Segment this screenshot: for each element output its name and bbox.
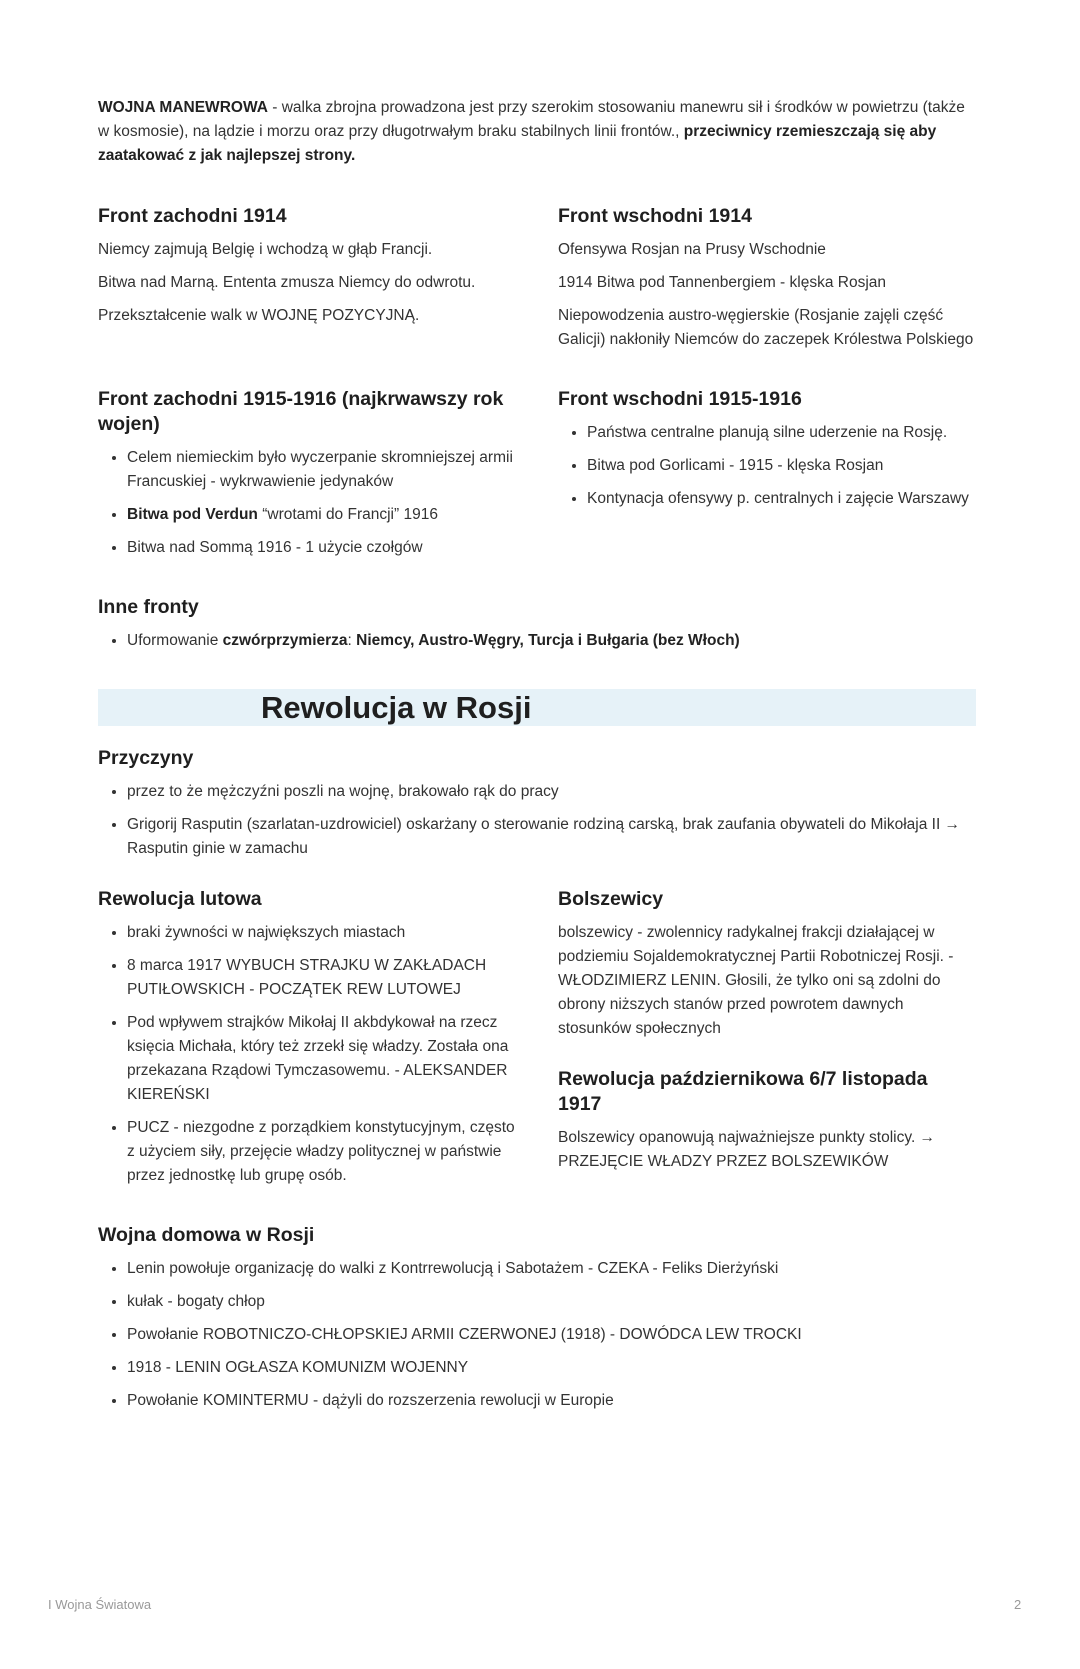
- bullet-list: [98, 1257, 976, 1413]
- inne-prefix: Uformowanie: [127, 632, 223, 649]
- footer-page-number: 2: [1014, 1597, 1022, 1612]
- section-heading: Front wschodni 1915-1916: [558, 388, 802, 410]
- list-item: • Powołanie KOMINTERMU - dążyli do rozszerzenia rewolucji w Europie: [127, 1389, 976, 1413]
- intro-term: WOJNA MANEWROWA: [98, 99, 268, 116]
- intro-text: - walka zbrojna prowadzona jest przy szerokim stosowaniu manewru sił i środków w powietrzu (także w kosmosie), na lądzie i morzu oraz przy długotrwałym braku stabilnych linii frontów.,: [98, 99, 965, 140]
- list-item: • braki żywności w największych miastach: [127, 921, 516, 945]
- list-item: [127, 503, 516, 527]
- section-heading: Front zachodni 1915-1916 (najkrwawszy rok wojen): [98, 388, 504, 435]
- section-heading: Bolszewicy: [558, 888, 664, 910]
- rewolucja-banner: [98, 689, 976, 726]
- front-zachodni-1915-section: [98, 387, 516, 569]
- footer-doc-title: I Wojna Światowa: [48, 1597, 152, 1612]
- list-item: • Kontynacja ofensywy p. centralnych i zajęcie Warszawy: [587, 487, 976, 511]
- paragraph: Ofensywa Rosjan na Prusy Wschodnie: [558, 241, 826, 258]
- list-item: • kułak - bogaty chłop: [127, 1290, 976, 1314]
- bullet-list: [98, 446, 516, 560]
- list-item: • 1918 - LENIN OGŁASZA KOMUNIZM WOJENNY: [127, 1356, 976, 1380]
- section-heading: Inne fronty: [98, 596, 199, 618]
- paragraph: 1914 Bitwa pod Tannenbergiem - klęska Rosjan: [558, 274, 886, 291]
- rewolucja-row: [98, 887, 976, 1197]
- section-heading: Rewolucja październikowa 6/7 listopada 1917: [558, 1068, 928, 1115]
- rewolucja-lutowa-section: [98, 887, 516, 1197]
- section-heading: Front wschodni 1914: [558, 205, 752, 227]
- paragraph: Niepowodzenia austro-węgierskie (Rosjanie zajęli część Galicji) nakłoniły Niemców do zaczepek Królestwa Polskiego: [558, 307, 974, 348]
- paragraph: Przekształcenie walk w WOJNĘ POZYCYJNĄ.: [98, 307, 420, 324]
- intro-bold-end: przeciwnicy rzemieszczają się aby zaatakować z jak najlepszej strony.: [98, 123, 937, 164]
- section-heading: Przyczyny: [98, 747, 194, 769]
- section-heading: Wojna domowa w Rosji: [98, 1224, 315, 1246]
- bullet-list: [98, 780, 976, 861]
- paragraph: Niemcy zajmują Belgię i wchodzą w głąb Francji.: [98, 241, 433, 258]
- inne-bold-1: czwórprzymierza: [222, 632, 348, 649]
- list-item: • PUCZ - niezgodne z porządkiem konstytucyjnym, często z użyciem siły, przejęcie władzy politycznej w państwie przez jednostkę lub grupę osób.: [127, 1116, 516, 1188]
- list-item: • Pod wpływem strajków Mikołaj II akbdykował na rzecz księcia Michała, który też zrzekł się władzy. Została ona przekazana Rządowi Tymczasowemu. - ALEKSANDER KIEREŃSKI: [127, 1011, 516, 1107]
- front-1915-row: [98, 387, 976, 569]
- list-item: • Lenin powołuje organizację do walki z Kontrrewolucją i Sabotażem - CZEKA - Feliks Dierżyński: [127, 1257, 976, 1281]
- wojna-domowa-section: [98, 1223, 976, 1413]
- inne-colon: :: [347, 632, 357, 649]
- paragraph: Bitwa nad Marną. Ententa zmusza Niemcy do odwrotu.: [98, 274, 476, 291]
- list-item: [127, 629, 976, 653]
- front-wschodni-1915-section: [558, 387, 976, 569]
- przyczyny-section: [98, 746, 976, 861]
- list-item: • 8 marca 1917 WYBUCH STRAJKU W ZAKŁADACH PUTIŁOWSKICH - POCZĄTEK REW LUTOWEJ: [127, 954, 516, 1002]
- paragraph: bolszewicy - zwolennicy radykalnej frakcji działającej w podziemiu Sojaldemokratycznej Partii Robotniczej Rosji. - WŁODZIMIERZ LENIN. Głosili, że tylko oni są zdolni do obrony niższych stanów przed powrotem dawnych stosunków społecznych: [558, 924, 954, 1037]
- section-heading: Front zachodni 1914: [98, 205, 287, 227]
- list-item: • przez to że mężczyźni poszli na wojnę, brakowało rąk do pracy: [127, 780, 976, 804]
- bolszewicy-column: [558, 887, 976, 1197]
- intro-paragraph: [98, 96, 976, 168]
- bullet-list: [98, 921, 516, 1188]
- front-zachodni-1914-section: [98, 204, 516, 361]
- paragraph: Bolszewicy opanowują najważniejsze punkty stolicy. → PRZEJĘCIE WŁADZY PRZEZ BOLSZEWIKÓW: [558, 1129, 936, 1170]
- list-item: • Celem niemieckim było wyczerpanie skromniejszej armii Francuskiej - wykrwawienie jedynaków: [127, 446, 516, 494]
- bullet-list: [558, 421, 976, 511]
- front-wschodni-1914-section: [558, 204, 976, 361]
- list-item: • Bitwa nad Sommą 1916 - 1 użycie czołgów: [127, 536, 516, 560]
- list-item: • Grigorij Rasputin (szarlatan-uzdrowiciel) oskarżany o sterowanie rodziną carską, brak zaufania obywateli do Mikołaja II → Rasputin ginie w zamachu: [127, 813, 976, 861]
- document-page: [98, 96, 976, 1422]
- verdun-rest: “wrotami do Francji” 1916: [257, 506, 438, 523]
- verdun-bold: Bitwa pod Verdun: [127, 506, 258, 523]
- list-item: • Państwa centralne planują silne uderzenie na Rosję.: [587, 421, 976, 445]
- list-item: • Powołanie ROBOTNICZO-CHŁOPSKIEJ ARMII CZERWONEJ (1918) - DOWÓDCA LEW TROCKI: [127, 1323, 976, 1347]
- banner-title: Rewolucja w Rosji: [261, 690, 532, 725]
- bullet-list: [98, 629, 976, 653]
- inne-bold-2: Niemcy, Austro-Węgry, Turcja i Bułgaria (bez Włoch): [356, 632, 740, 649]
- front-1914-row: [98, 204, 976, 361]
- list-item: • Bitwa pod Gorlicami - 1915 - klęska Rosjan: [587, 454, 976, 478]
- section-heading: Rewolucja lutowa: [98, 888, 262, 910]
- inne-fronty-section: [98, 595, 976, 653]
